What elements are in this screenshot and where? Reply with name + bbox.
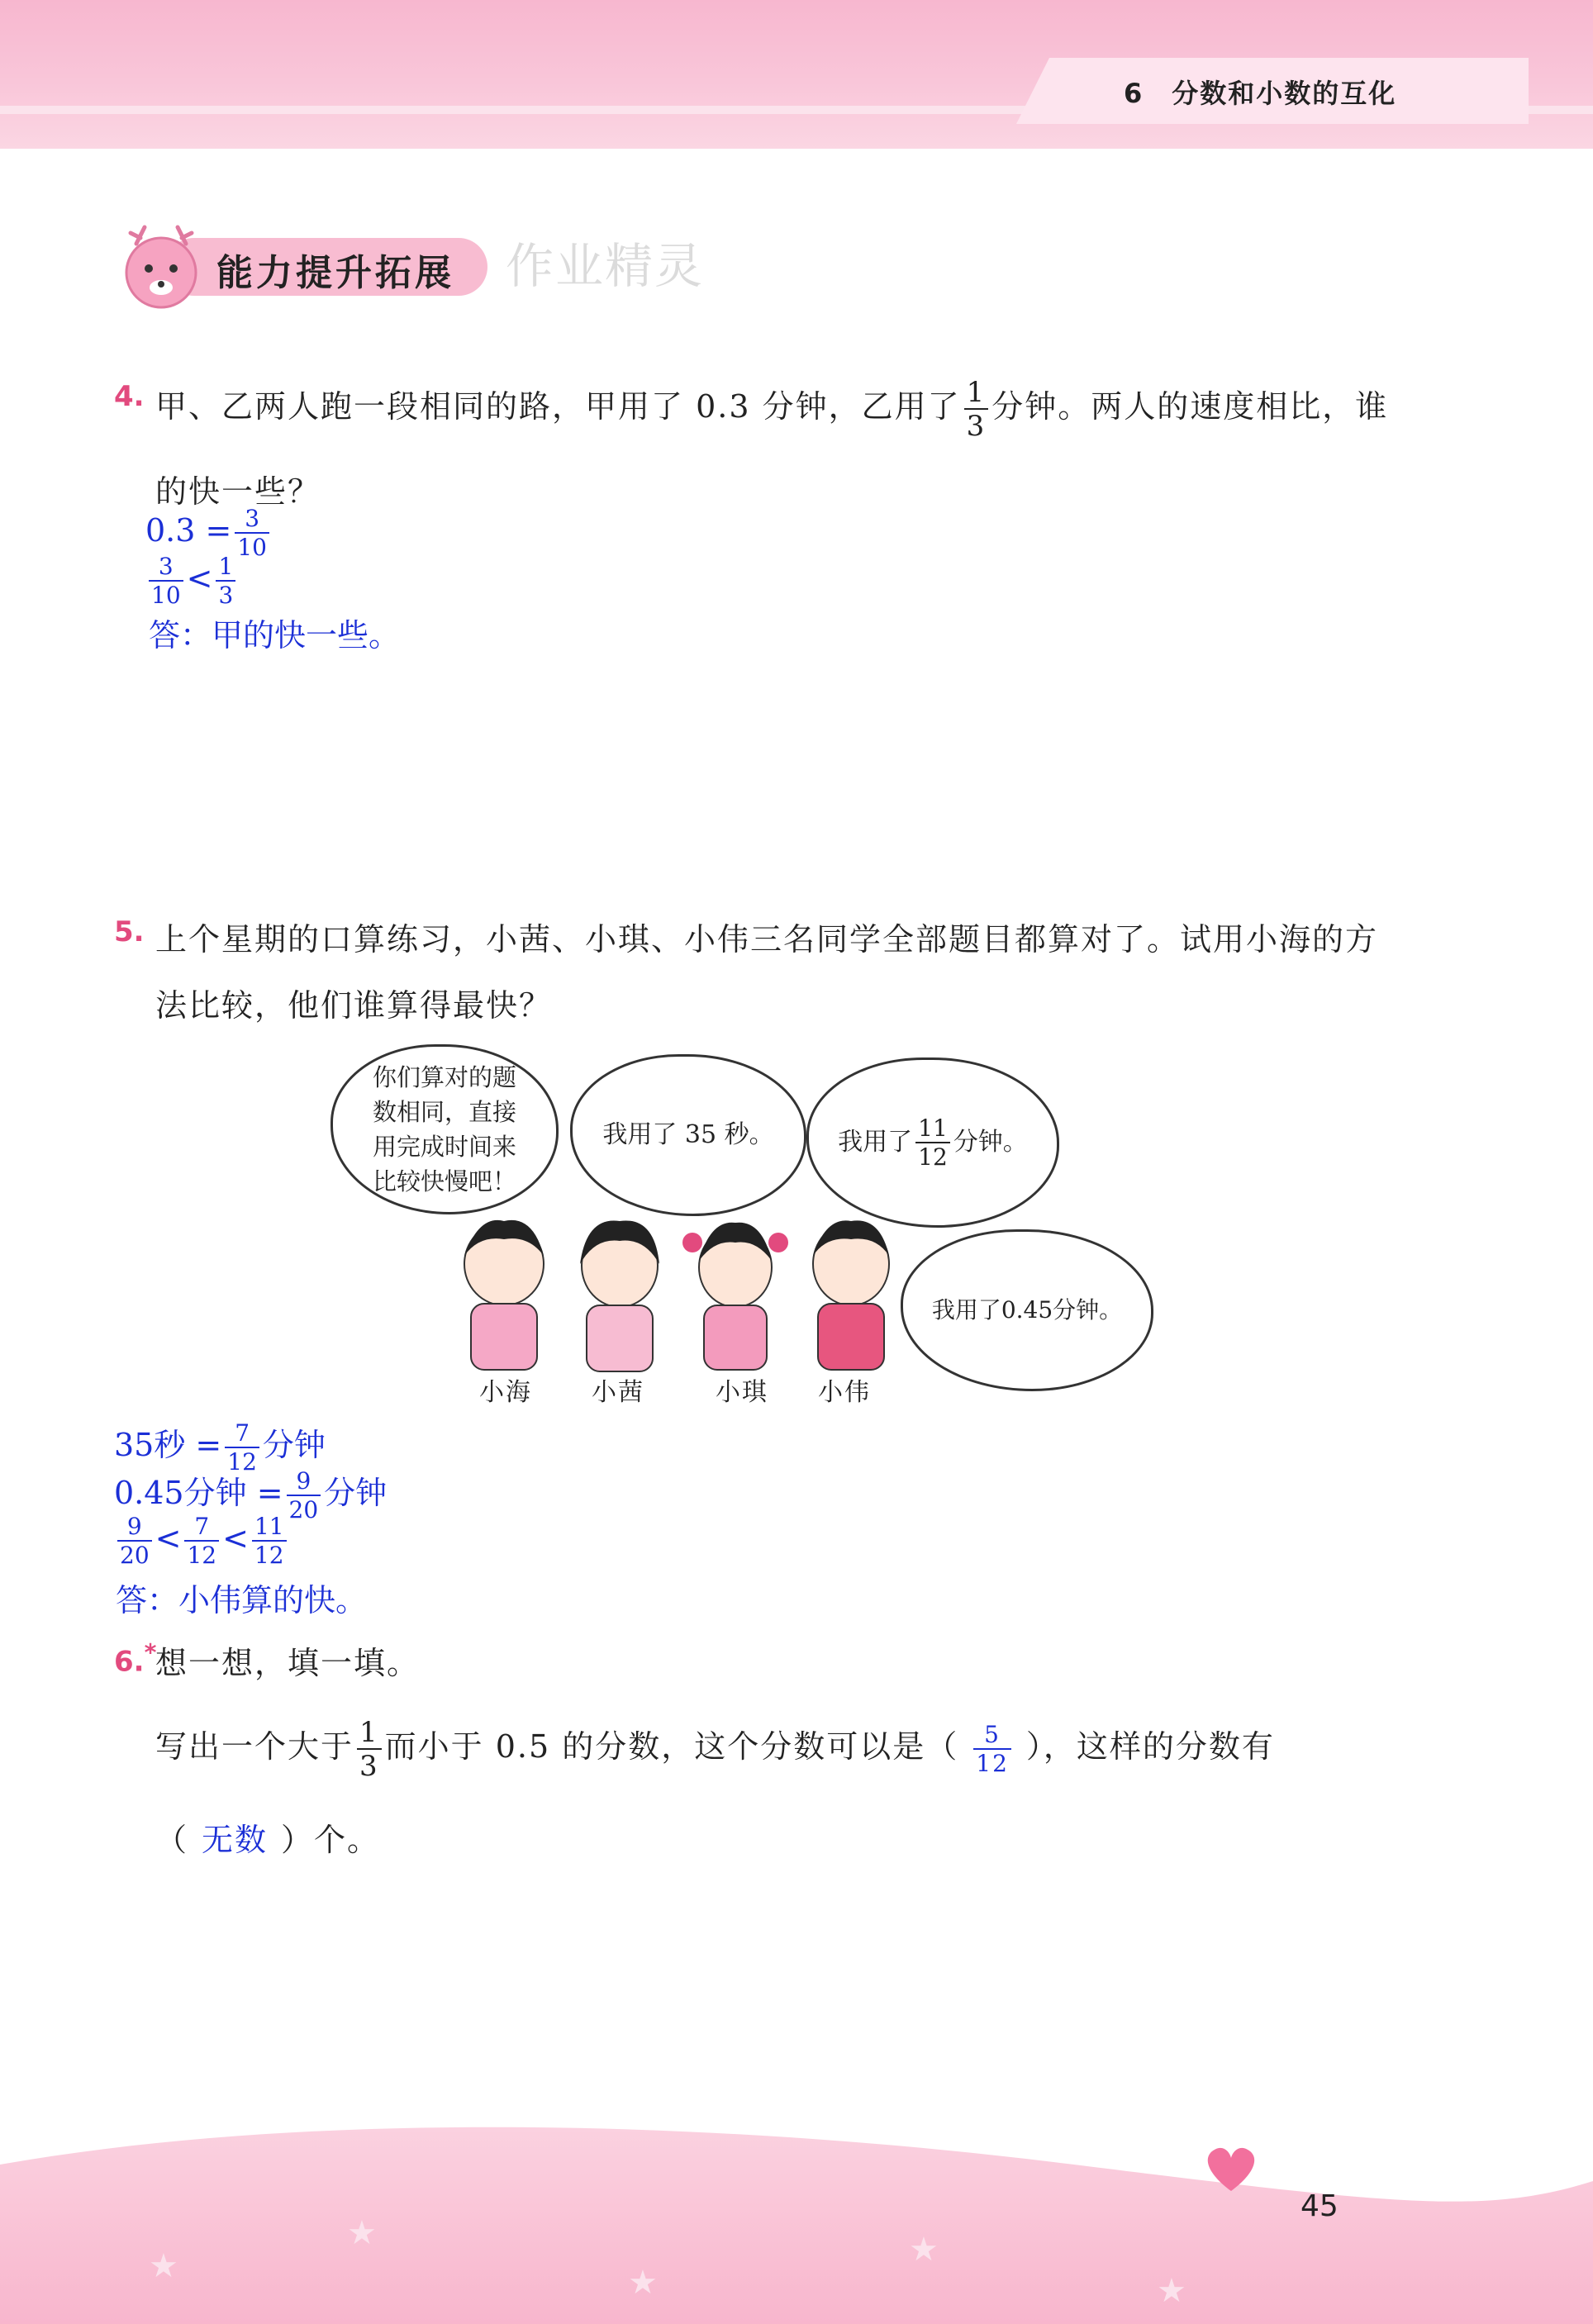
frac-num: 7 (184, 1515, 219, 1542)
less-than-sign: < (155, 1520, 182, 1556)
kid-name-xiaoqi: 小琪 (716, 1378, 768, 1407)
kid-xiaohai-figure (464, 1220, 544, 1370)
q5-ans-l1-text-a: 35秒 = (114, 1427, 222, 1463)
bubble-xiaoqian: 我用了 35 秒。 (570, 1054, 806, 1216)
section-title: 能力提升拓展 (216, 252, 454, 294)
heart-icon (1198, 2140, 1264, 2198)
q4-line1 (155, 376, 1389, 443)
star-icon: ★ (149, 2247, 178, 2285)
frac-num: 1 (357, 1718, 382, 1750)
q4-line1-part-b: 分钟。两人的速度相比，谁 (991, 388, 1389, 425)
kid-xiaoqian-figure (580, 1220, 659, 1371)
bubble-xiaowei: 我用了0.45分钟。 (901, 1229, 1153, 1391)
star-icon: ★ (1157, 2272, 1186, 2310)
q6-l1-text-b: 而小于 0.5 的分数，这个分数可以是（ (384, 1728, 959, 1765)
q5-ans-frac-3 (252, 1515, 287, 1567)
q6-l1-text-a: 写出一个大于 (155, 1728, 354, 1765)
frac-den: 20 (288, 1496, 319, 1523)
frac-num: 3 (149, 555, 183, 582)
page-number: 45 (1301, 2189, 1339, 2223)
q5-ans-frac-1 (117, 1515, 152, 1567)
q6-answer-text: 无数 (202, 1822, 269, 1858)
q4-frac-num: 1 (964, 378, 989, 410)
frac-den: 12 (227, 1448, 257, 1476)
frac-num: 9 (117, 1515, 152, 1542)
frac-num: 11 (252, 1515, 287, 1542)
bubble-xiaoqi-text-b: 分钟。 (953, 1128, 1028, 1157)
frac-den: 12 (254, 1542, 284, 1569)
frac-den: 10 (237, 534, 267, 561)
q6-line1 (155, 1716, 1275, 1783)
kid-xiaowei-figure (813, 1220, 889, 1370)
frac-den: 12 (918, 1143, 948, 1171)
kid-name-xiaohai: 小海 (479, 1378, 532, 1407)
frac-num: 1 (216, 555, 235, 582)
star-icon: ★ (347, 2214, 377, 2252)
star-icon: ★ (909, 2231, 939, 2269)
q5-ans-frac-2 (184, 1515, 219, 1567)
q4-frac-den: 3 (966, 410, 987, 443)
q5-ans-l1-text-b: 分钟 (262, 1427, 326, 1463)
frac-num: 11 (915, 1117, 950, 1143)
frac-den: 12 (187, 1542, 217, 1569)
q5-ans-l2-frac (287, 1467, 321, 1523)
question-number-5: 5. (114, 915, 145, 948)
frac-den: 3 (359, 1750, 379, 1783)
bubble-xiaoqi (806, 1057, 1059, 1228)
q4-ans-l2-frac-left (149, 555, 183, 607)
q4-line2: 的快一些？ (155, 473, 321, 510)
less-than-sign: < (222, 1520, 249, 1556)
q6-number-text: 6. (114, 1645, 145, 1679)
deer-mascot-icon (116, 223, 207, 314)
frac-num: 3 (235, 507, 269, 534)
frac-num: 5 (973, 1723, 1011, 1750)
q4-answer-line2 (145, 555, 239, 607)
q6-l1-text-c: ），这样的分数有 (1025, 1728, 1275, 1765)
kid-name-xiaoqian: 小茜 (592, 1378, 644, 1407)
q6-l2-text-a: （ (155, 1822, 189, 1858)
q5-ans-l1-frac (225, 1419, 259, 1476)
q5-ans-l2-text-b: 分钟 (324, 1475, 388, 1511)
q4-ans-l1-text: 0.3 = (145, 512, 232, 549)
bubble-xiaoqi-text-a: 我用了 (838, 1128, 913, 1157)
kid-name-xiaowei: 小伟 (818, 1378, 871, 1407)
q4-ans-l2-frac-right (216, 555, 235, 607)
q5-answer-line1 (114, 1419, 326, 1474)
q4-fraction (964, 376, 989, 443)
q6-l2-text-b: ）个。 (281, 1822, 381, 1858)
q4-answer-line3: 答：甲的快一些。 (149, 617, 401, 653)
q4-line1-part-a: 甲、乙两人跑一段相同的路，甲用了 0.3 分钟，乙用了 (155, 388, 961, 425)
q4-answer-line1 (145, 507, 273, 559)
q6-fraction (357, 1716, 382, 1783)
frac-num: 9 (287, 1470, 321, 1496)
q6-title: 想一想，填一填。 (155, 1645, 421, 1681)
q6-line2 (155, 1814, 380, 1860)
bubble-xiaoqi-fraction (915, 1114, 950, 1171)
q6-answer-fraction (973, 1723, 1011, 1775)
bubble-xiaohai: 你们算对的题 数相同，直接 用完成时间来 比较快慢吧！ (330, 1044, 559, 1214)
q4-ans-l1-frac (235, 507, 269, 559)
q4-ans-l2-op: < (186, 560, 213, 596)
q5-line2: 法比较，他们谁算得最快？ (155, 987, 553, 1024)
q5-answer-line2 (114, 1467, 387, 1522)
chapter-title: 6 分数和小数的互化 (1124, 78, 1397, 109)
q5-line1: 上个星期的口算练习，小茜、小琪、小伟三名同学全部题目都算对了。试用小海的方 (155, 921, 1379, 958)
frac-den: 10 (151, 582, 181, 609)
question-number-4: 4. (114, 380, 145, 413)
q5-answer-line3 (114, 1515, 290, 1567)
frac-num: 7 (225, 1422, 259, 1448)
kids-illustration (430, 1206, 909, 1388)
kid-xiaoqi-figure (682, 1223, 788, 1370)
optional-star-icon: * (144, 1639, 157, 1666)
footer-band (0, 2115, 1593, 2324)
q5-ans-l2-text-a: 0.45分钟 = (114, 1475, 283, 1511)
q5-answer-line4: 答：小伟算的快。 (116, 1582, 368, 1618)
frac-den: 3 (218, 582, 234, 609)
frac-den: 20 (120, 1542, 150, 1569)
frac-den: 12 (976, 1750, 1009, 1777)
question-number-6 (114, 1639, 156, 1678)
star-icon: ★ (628, 2264, 658, 2302)
watermark: 作业精灵 (506, 238, 705, 294)
